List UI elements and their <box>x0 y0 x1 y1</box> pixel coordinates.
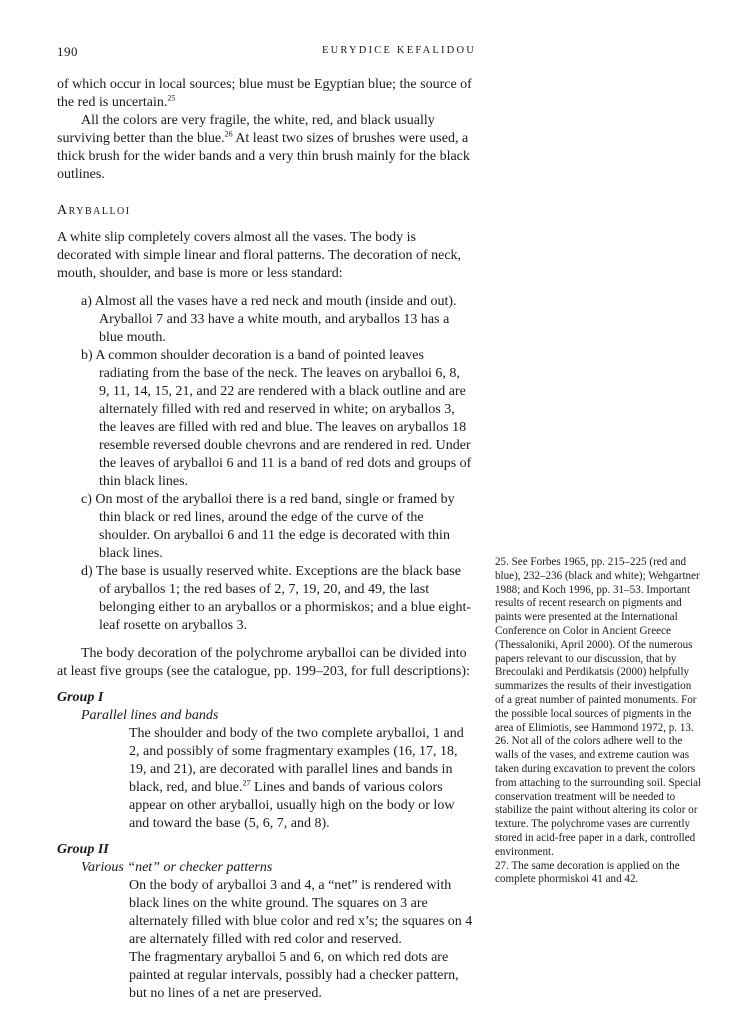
running-head: EURYDICE KEFALIDOU <box>322 45 477 56</box>
group-heading: Group I <box>57 690 104 705</box>
group-heading: Group II <box>57 842 109 857</box>
footnote-25: 25. See Forbes 1965, pp. 215–225 (red and blue), 232–236 (black and white); Wehgartner 1988; and Koch 1996, pp. 31–53. Important results of recent research on pigments and paints were presented at the International Conference on Color in Ancient Greece (Thessaloniki, April 2000). Of the numerous papers relevant to our discussion, that by Brecoulaki and Perdikatsis (2000) helpfully summarizes the results of their investigation of a great number of painted monuments. For the possible local sources of pigments in the area of Elimiotis, see Hammond 1972, p. 13. <box>495 556 700 734</box>
footnote-26: 26. Not all of the colors adhere well to the walls of the vases, and extreme caution was taken during excavation to prevent the colors from attaching to the surrounding soil. Special conservation treatment will be needed to stabilize the paint without altering its color or texture. The polychrome vases are currently stored in acid-free paper in a dark, controlled environment. <box>495 735 702 858</box>
list-item: d) The base is usually reserved white. Exceptions are the black base of aryballos 1; the red bases of 2, 7, 19, 20, and 49, the last belonging either to an aryballos or a phormiskos; and a blue eight-leaf rosette on aryballos 3. <box>81 564 472 633</box>
group-subheading: Various “net” or checker patterns <box>81 860 273 875</box>
group-text: The fragmentary aryballoi 5 and 6, on which red dots are painted at regular intervals, possibly had a checker pattern, but no lines of a net are preserved. <box>129 950 459 1001</box>
group-subheading: Parallel lines and bands <box>81 708 219 723</box>
group-text <box>129 725 473 833</box>
paragraph-continued <box>57 76 473 112</box>
main-text-column <box>57 76 473 1003</box>
footnote-ref-26[interactable]: 26 <box>224 129 233 139</box>
list-item: b) A common shoulder decoration is a band of pointed leaves radiating from the base of the neck. The leaves on aryballoi 6, 8, 9, 11, 14, 15, 21, and 22 are rendered with a black outline and are alternately filled with red and reserved in white; on aryballos 3, the leaves are filled with red and blue. The leaves on aryballos 18 resemble reversed double chevrons and are rendered in red. Under the leaves of aryballoi 6 and 11 is a band of red dots and groups of thin black lines. <box>81 348 472 489</box>
paragraph-text: The shoulder and body of the two complete aryballoi, 1 and 2, and possibly of some fragmentary examples (16, 17, 18, 19, and 21), are decorated with parallel lines and bands in black, red, and blue. <box>129 726 464 795</box>
footnotes-column <box>495 556 703 887</box>
page-number: 190 <box>57 44 78 59</box>
paragraph-text: All the colors are very fragile, the white, red, and black usually surviving better than the blue. <box>57 113 435 146</box>
footnote-27: 27. The same decoration is applied on the complete phormiskoi 41 and 42. <box>495 859 680 886</box>
list-item: c) On most of the aryballoi there is a red band, single or framed by thin black or red lines, around the edge of the curve of the shoulder. On aryballoi 6 and 11 the edge is decorated with thin black lines. <box>81 492 455 561</box>
paragraph-colors <box>57 112 473 184</box>
footnote-ref-27[interactable]: 27 <box>242 778 251 788</box>
list-item: a) Almost all the vases have a red neck and mouth (inside and out). Aryballoi 7 and 33 have a white mouth, and aryballos 13 has a blue mouth. <box>81 294 457 345</box>
footnote-ref-25[interactable]: 25 <box>167 93 176 103</box>
decoration-list <box>81 293 473 635</box>
paragraph-intro: A white slip completely covers almost all the vases. The body is decorated with simple linear and floral patterns. The decoration of neck, mouth, shoulder, and base is more or less standard: <box>57 230 462 281</box>
group-text: On the body of aryballoi 3 and 4, a “net” is rendered with black lines on the white ground. The squares on 3 are alternately filled with blue color and red x’s; the squares on 4 are alternately filled with red color and reserved. <box>129 878 473 947</box>
paragraph-groups: The body decoration of the polychrome aryballoi can be divided into at least five groups (see the catalogue, pp. 199–203, for full descriptions): <box>57 646 470 679</box>
paragraph-text: Lines and bands of various colors appear on other aryballoi, usually high on the body or low and toward the base (5, 6, 7, and 8). <box>129 780 455 831</box>
paragraph-text: of which occur in local sources; blue must be Egyptian blue; the source of the red is uncertain. <box>57 77 472 110</box>
paragraph-text: At least two sizes of brushes were used, a thick brush for the wider bands and a very thin brush mainly for the black outlines. <box>57 131 470 182</box>
section-heading: Aryballoi <box>57 203 131 218</box>
